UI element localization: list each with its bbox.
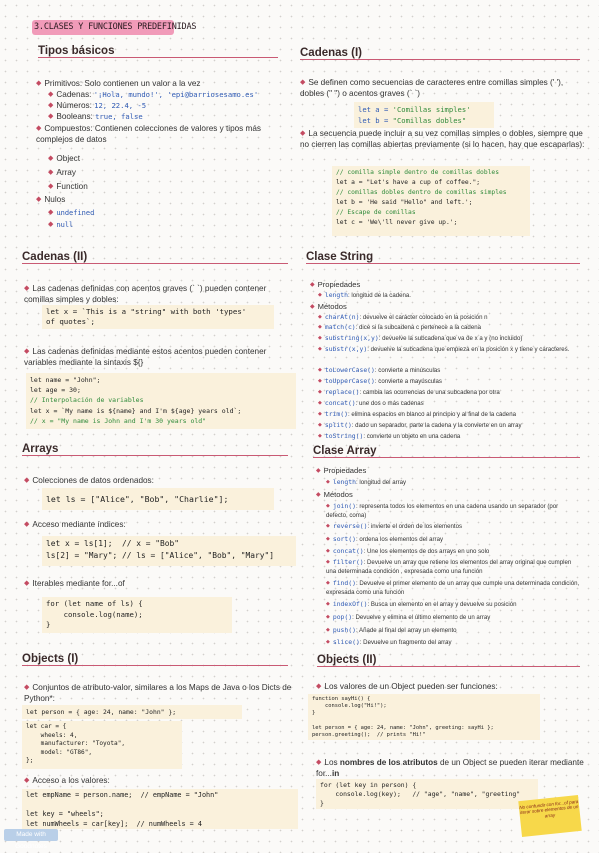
bullet-icon: ◆ xyxy=(36,196,42,203)
string-method-item: ◆ match(c): dice si la subcadena c pertenece a la cadena xyxy=(318,323,481,331)
bullet-icon: ◆ xyxy=(36,125,42,132)
tipos-cadenas: ◆ Cadenas: '¡Hola, mundo!', 'epi@barriosesamo.es' xyxy=(48,90,259,99)
bullet-icon: ◆ xyxy=(326,503,330,509)
string-method-item: ◆ concat(): une dos o más cadenas xyxy=(318,399,424,407)
bullet-icon: ◆ xyxy=(318,400,322,406)
bullet-icon: ◆ xyxy=(326,614,330,620)
arrays-colecciones: ◆ Colecciones de datos ordenados: xyxy=(24,476,154,485)
bullet-icon: ◆ xyxy=(326,601,330,607)
bullet-icon: ◆ xyxy=(48,221,54,228)
array-method-item: ◆ filter(): Devuelve un array que retiene los elementos del array original que cumplen una determinada condición , expresada como una función xyxy=(326,558,572,575)
bullet-icon: ◆ xyxy=(36,80,42,87)
section-title-arrays: Arrays xyxy=(22,443,288,456)
cadenas1-definicion: ◆ Se definen como secuencias de caracteres entre comillas simples (' '), dobles (" ") o acentos graves (` `) xyxy=(300,78,564,99)
array-method-item: ◆ indexOf(): Busca un elemento en el array y devuelve su posición xyxy=(326,600,517,608)
comp-item-object: ◆ Object xyxy=(48,154,81,163)
bullet-icon: ◆ xyxy=(318,367,322,373)
bullet-icon: ◆ xyxy=(316,759,322,766)
cadenas2-interpolacion: ◆ Las cadenas definidas mediante estos acentos pueden contener variables mediante la sintaxis ${} xyxy=(24,347,267,368)
string-method-item: ◆ charAt(n): devuelve el carácter colocado en la posición n xyxy=(318,313,488,321)
bullet-icon: ◆ xyxy=(300,130,306,137)
objects2-code-1: function sayHi() { console.log("Hi!"); } let person = { age: 24, name: "John", greeting: sayHi }; person.greeting(); // prints "Hi!" xyxy=(308,694,540,740)
bullet-icon: ◆ xyxy=(48,209,54,216)
page-title: 3.CLASES Y FUNCIONES PREDEFINIDAS xyxy=(32,20,174,35)
nulos-undefined: ◆ undefined xyxy=(48,209,95,217)
string-method-item: ◆ replace(): cambia las ocurrencias de una subcadena por otra xyxy=(318,388,500,396)
cadenas2-code-2: let name = "John"; let age = 30; // Interpolación de variables let x = `My name is ${name} and I'm ${age} years old`; // x = "My name is John and I'm 30 years old" xyxy=(26,373,296,429)
objects1-code-1: let person = { age: 24, name: "John" }; xyxy=(22,705,242,719)
bullet-icon: ◆ xyxy=(326,627,330,633)
arrays-code-1: let ls = ["Alice", "Bob", "Charlie"]; xyxy=(42,488,274,510)
cadenas1-escape: ◆ La secuencia puede incluir a su vez comillas simples o dobles, siempre que no cierren las comillas abiertas previamente (si lo hacen, hay que escaparlas): xyxy=(300,129,585,150)
bullet-icon: ◆ xyxy=(326,548,330,554)
bullet-icon: ◆ xyxy=(326,523,330,529)
objects1-definicion: ◆ Conjuntos de atributo-valor, similares a los Maps de Java o los Dicts de Python*: xyxy=(24,683,292,704)
bullet-icon: ◆ xyxy=(326,559,330,565)
bullet-icon: ◆ xyxy=(24,477,30,484)
bullet-icon: ◆ xyxy=(326,479,330,485)
section-title-clase-array: Clase Array xyxy=(313,445,580,458)
bullet-icon: ◆ xyxy=(24,684,30,691)
tipos-compuestos: ◆ Compuestos: Contienen colecciones de valores y tipos más complejos de datos xyxy=(36,124,262,145)
string-method-item: ◆ toUpperCase(): convierte a mayúsculas xyxy=(318,377,442,385)
nulos-null: ◆ null xyxy=(48,221,74,229)
array-length: ◆ length: longitud del array xyxy=(326,478,407,486)
tipos-nulos: ◆ Nulos xyxy=(36,195,66,204)
array-method-item: ◆ reverse(): invierte el orden de los elementos xyxy=(326,522,463,530)
bullet-icon: ◆ xyxy=(318,324,322,330)
bullet-icon: ◆ xyxy=(318,411,322,417)
string-method-item: ◆ substr(x,y): devuelve la subcadena que empieza en la posición x y tiene y caracteres. xyxy=(318,345,570,353)
sticky-note: No confundir con for...of para iterar sobre elementos de un array xyxy=(518,795,581,837)
bullet-icon: ◆ xyxy=(316,683,322,690)
tipos-numeros: ◆ Números: 12, 22.4, -5 xyxy=(48,101,147,110)
goodnotes-logo: Made with Goodnotes xyxy=(4,829,58,841)
arrays-iterables: ◆ Iterables mediante for...of xyxy=(24,579,125,588)
objects1-acceso: ◆ Acceso a los valores: xyxy=(24,776,110,785)
section-title-cadenas-1: Cadenas (I) xyxy=(300,47,580,60)
array-method-item: ◆ slice(): Devuelve un fragmento del array xyxy=(326,638,452,646)
objects1-code-2: let car = { wheels: 4, manufacturer: "Toyota", model: "GT86", }; xyxy=(22,721,182,769)
bullet-icon: ◆ xyxy=(48,91,54,98)
string-metodos: ◆ Métodos xyxy=(310,302,347,311)
bullet-icon: ◆ xyxy=(318,389,322,395)
objects2-iterar: ◆ Los nombres de los atributos de un Object se pueden iterar mediante for...in xyxy=(316,758,584,779)
section-title-cadenas-2: Cadenas (II) xyxy=(22,251,288,264)
string-method-item: ◆ substring(x,y): devuelve la subcadena que va de x a y (no incluido) xyxy=(318,334,523,342)
string-method-item: ◆ split(): dado un separador, parte la cadena y la convierte en un array xyxy=(318,421,522,429)
cadenas1-code-1: let a = 'Comillas simples' let b = "Comillas dobles" xyxy=(354,102,494,128)
cadenas2-acentos: ◆ Las cadenas definidas con acentos graves (` `) pueden contener comillas simples y dobles: xyxy=(24,284,267,305)
bullet-icon: ◆ xyxy=(318,422,322,428)
comp-item-function: ◆ Function xyxy=(48,182,88,191)
bullet-icon: ◆ xyxy=(24,348,30,355)
bullet-icon: ◆ xyxy=(318,292,322,298)
bullet-icon: ◆ xyxy=(318,335,322,341)
bullet-icon: ◆ xyxy=(24,521,30,528)
bullet-icon: ◆ xyxy=(48,113,54,120)
arrays-code-3: for (let name of ls) { console.log(name); } xyxy=(42,597,232,633)
string-propiedades: ◆ Propiedades xyxy=(310,280,361,289)
bullet-icon: ◆ xyxy=(318,346,322,352)
bullet-icon: ◆ xyxy=(318,433,322,439)
string-method-item: ◆ toString(): convierte un objeto en una cadena xyxy=(318,432,461,440)
array-propiedades: ◆ Propiedades xyxy=(316,466,367,475)
objects2-funciones: ◆ Los valores de un Object pueden ser funciones: xyxy=(316,682,498,691)
arrays-indices: ◆ Acceso mediante índices: xyxy=(24,520,126,529)
bullet-icon: ◆ xyxy=(24,580,30,587)
array-method-item: ◆ find(): Devuelve el primer elemento de un array que cumple una determinada condición, expresada como una función xyxy=(326,579,580,596)
string-method-item: ◆ trim(): elimina espacios en blanco al principio y al final de la cadena xyxy=(318,410,516,418)
tipos-booleanos: ◆ Booleans: true, false xyxy=(48,112,143,121)
objects1-code-3: let empName = person.name; // empName = "John" let key = "wheels"; let numWheels = car[key]; // numWheels = 4 xyxy=(22,789,298,829)
array-method-item: ◆ push(): Añade al final del array un elemento xyxy=(326,626,457,634)
bullet-icon: ◆ xyxy=(318,314,322,320)
bullet-icon: ◆ xyxy=(316,468,321,474)
cadenas2-code-1: let x = `This is a "string" with both 'types' of quotes`; xyxy=(42,305,274,329)
string-length: ◆ length: longitud de la cadena. xyxy=(318,291,411,299)
bullet-icon: ◆ xyxy=(318,378,322,384)
bullet-icon: ◆ xyxy=(310,304,315,310)
bullet-icon: ◆ xyxy=(48,169,54,176)
tipos-primitivos: ◆ Primitivos: Solo contienen un valor a la vez xyxy=(36,79,201,88)
section-title-objects-2: Objects (II) xyxy=(317,654,580,667)
bullet-icon: ◆ xyxy=(48,155,54,162)
bullet-icon: ◆ xyxy=(24,777,30,784)
bullet-icon: ◆ xyxy=(326,580,330,586)
array-metodos: ◆ Métodos xyxy=(316,490,353,499)
bullet-icon: ◆ xyxy=(316,492,321,498)
bullet-icon: ◆ xyxy=(300,79,306,86)
bullet-icon: ◆ xyxy=(24,285,30,292)
cadenas1-code-2: // comilla simple dentro de comillas dobles let a = "Let's have a cup of coffee."; // comillas dobles dentro de comillas simples let b = 'He said "Hello" and left.'; // Escape de comillas let c = 'We\'ll never give up.'; xyxy=(332,166,530,236)
arrays-code-2: let x = ls[1]; // x = "Bob" ls[2] = "Mary"; // ls = ["Alice", "Bob", "Mary"] xyxy=(42,536,296,566)
array-method-item: ◆ sort(): ordena los elementos del array xyxy=(326,535,444,543)
bullet-icon: ◆ xyxy=(48,102,54,109)
array-method-item: ◆ join(): representa todos los elementos en una cadena usando un separador (por defecto, coma) xyxy=(326,502,559,519)
objects2-code-2: for (let key in person) { console.log(key); // "age", "name", "greeting" } xyxy=(316,779,538,809)
bullet-icon: ◆ xyxy=(326,536,330,542)
array-method-item: ◆ pop(): Devuelve y elimina el último elemento de un array xyxy=(326,613,491,621)
array-method-item: ◆ concat(): Une los elementos de dos arrays en uno solo xyxy=(326,547,490,555)
section-title-tipos: Tipos básicos xyxy=(38,45,278,58)
bullet-icon: ◆ xyxy=(48,183,54,190)
string-method-item: ◆ toLowerCase(): convierte a minúsculas xyxy=(318,366,441,374)
bullet-icon: ◆ xyxy=(326,639,330,645)
bullet-icon: ◆ xyxy=(310,282,315,288)
section-title-clase-string: Clase String xyxy=(306,251,580,264)
comp-item-array: ◆ Array xyxy=(48,168,76,177)
section-title-objects-1: Objects (I) xyxy=(22,653,288,666)
